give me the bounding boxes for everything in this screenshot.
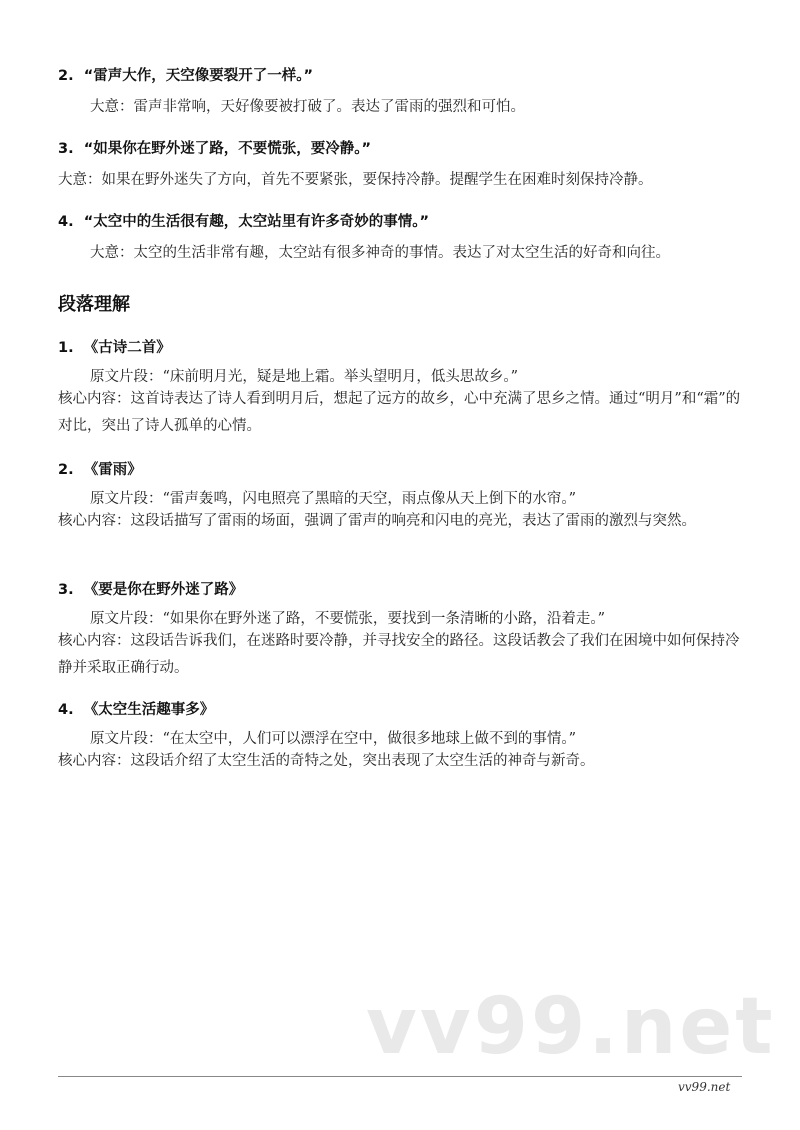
section-title: 段落理解 — [58, 294, 130, 315]
paragraph-core: 核心内容：这段话介绍了太空生活的奇特之处，突出表现了太空生活的神奇与新奇。 — [58, 753, 595, 769]
paragraph-original: 原文片段：“在太空中，人们可以漂浮在空中，做很多地球上做不到的事情。” — [90, 731, 577, 747]
paragraph-core: 核心内容：这首诗表达了诗人看到明月后，想起了远方的故乡，心中充满了思乡之情。通过“明月”和“霜”的对比，突出了诗人孤单的心情。 — [58, 391, 741, 434]
quote-meaning: 大意：雷声非常响，天好像要被打破了。表达了雷雨的强烈和可怕。 — [90, 99, 525, 115]
watermark: vv99.net — [366, 982, 776, 1072]
footer-divider — [58, 1076, 742, 1077]
quote-heading: 2. “雷声大作，天空像要裂开了一样。” — [58, 68, 314, 84]
paragraph-original: 原文片段：“如果你在野外迷了路，不要慌张，要找到一条清晰的小路，沿着走。” — [90, 611, 606, 627]
quote-heading: 4. “太空中的生活很有趣，太空站里有许多奇妙的事情。” — [58, 214, 430, 230]
footer-site-label: vv99.net — [678, 1080, 731, 1094]
paragraph-original: 原文片段：“雷声轰鸣，闪电照亮了黑暗的天空，雨点像从天上倒下的水帘。” — [90, 491, 577, 507]
quote-heading: 3. “如果你在野外迷了路，不要慌张，要冷静。” — [58, 141, 372, 157]
paragraph-heading: 3. 《要是你在野外迷了路》 — [58, 582, 244, 598]
paragraph-core: 核心内容：这段话描写了雷雨的场面，强调了雷声的响亮和闪电的亮光，表达了雷雨的激烈与突然。 — [58, 513, 696, 529]
paragraph-original: 原文片段：“床前明月光，疑是地上霜。举头望明月，低头思故乡。” — [90, 369, 519, 385]
paragraph-heading: 2. 《雷雨》 — [58, 462, 142, 478]
paragraph-heading: 4. 《太空生活趣事多》 — [58, 702, 215, 718]
quote-meaning: 大意：太空的生活非常有趣，太空站有很多神奇的事情。表达了对太空生活的好奇和向往。 — [90, 245, 670, 261]
quote-meaning: 大意：如果在野外迷失了方向，首先不要紧张，要保持冷静。提醒学生在困难时刻保持冷静。 — [58, 172, 653, 188]
paragraph-heading: 1. 《古诗二首》 — [58, 340, 171, 356]
paragraph-core: 核心内容：这段话告诉我们，在迷路时要冷静，并寻找安全的路径。这段话教会了我们在困境中如何保持冷静并采取正确行动。 — [58, 633, 740, 676]
